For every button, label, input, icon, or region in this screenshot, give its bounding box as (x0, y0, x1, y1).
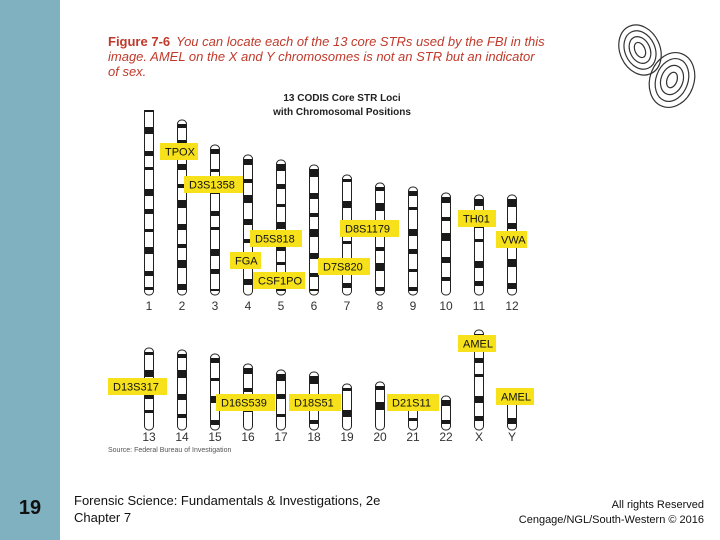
locus-tag-d18s51-18 (289, 394, 341, 411)
locus-label: D7S820 (323, 261, 363, 274)
chromosome-label: Y (507, 430, 517, 444)
chromosome-label: 9 (409, 299, 417, 313)
locus-label: D13S317 (113, 381, 159, 394)
locus-tag-d13s317-13 (108, 378, 167, 395)
locus-label: TH01 (463, 213, 490, 226)
figure-caption-text: You can locate each of the 13 core STRs used by the FBI in this image. AMEL on the X and Y chromosomes is not an STR but an indicator of sex. (108, 34, 545, 79)
locus-label: D5S818 (255, 233, 295, 246)
locus-label: VWA (501, 234, 526, 247)
figure-label: Figure 7-6 (108, 34, 171, 49)
locus-label: D18S51 (294, 397, 334, 410)
locus-tag-th01-11 (458, 210, 496, 227)
locus-label: AMEL (463, 338, 493, 351)
locus-tag-csf1po-5 (253, 272, 305, 289)
chromosome-label: 5 (277, 299, 285, 313)
chromosome-label: 16 (241, 430, 255, 444)
chromosome-20 (376, 382, 385, 430)
slide-number: 19 (18, 497, 42, 519)
karyotype-diagram (100, 110, 560, 450)
locus-tag-d8s1179-8 (340, 220, 399, 237)
locus-label: TPOX (165, 146, 195, 159)
locus-tag-amel-x (458, 335, 496, 352)
chromosome-label: 14 (175, 430, 189, 444)
locus-label: D16S539 (221, 397, 267, 410)
locus-tag-d21s11-21 (387, 394, 439, 411)
chart-title-line1: 13 CODIS Core STR Loci (283, 93, 401, 104)
locus-label: D8S1179 (345, 223, 391, 236)
chromosome-label: 22 (439, 430, 453, 444)
chromosome-label: 10 (439, 299, 453, 313)
chromosome-label: 21 (406, 430, 420, 444)
chromosome-15 (211, 354, 220, 430)
chromosome-4 (244, 155, 253, 295)
chromosome-9 (409, 187, 418, 295)
chromosome-1 (145, 110, 154, 295)
locus-tag-d5s818-5 (250, 230, 302, 247)
locus-tag-amel-y (496, 388, 534, 405)
chromosome-19 (343, 384, 352, 430)
chromosome-label: 19 (340, 430, 354, 444)
chromosome-8 (376, 183, 385, 295)
fingerprint-icon (612, 18, 702, 114)
footer-title: Forensic Science: Fundamentals & Investigations, 2e (74, 493, 381, 508)
locus-tag-tpox-2 (160, 143, 198, 160)
chromosome-label: 1 (145, 299, 153, 313)
footer-rights (519, 498, 704, 528)
locus-tag-d3s1358-3 (184, 176, 243, 193)
chromosome-label: 12 (505, 299, 519, 313)
chromosome-label: 13 (142, 430, 156, 444)
chromosome-label: 20 (373, 430, 387, 444)
chromosome-label: 8 (376, 299, 384, 313)
source-note: Source: Federal Bureau of Investigation (108, 447, 232, 454)
locus-tag-d7s820-7 (318, 258, 370, 275)
chromosome-label: 17 (274, 430, 288, 444)
chromosome-label: 11 (472, 299, 486, 313)
chromosome-10 (442, 193, 451, 295)
locus-tag-vwa-12 (496, 231, 527, 248)
locus-tag-d16s539-16 (216, 394, 275, 411)
chromosome-22 (442, 396, 451, 430)
footer-rights-line1: All rights Reserved (611, 499, 704, 511)
chromosome-label: 15 (208, 430, 222, 444)
footer-chapter: Chapter 7 (74, 510, 132, 525)
footer-course (74, 492, 380, 526)
chromosome-label: 2 (178, 299, 186, 313)
locus-label: D3S1358 (189, 179, 235, 192)
chromosome-3 (211, 145, 220, 295)
chromosome-label: 4 (244, 299, 252, 313)
chromosome-17 (277, 370, 286, 430)
chart-title-line2: with Chromosomal Positions (273, 107, 411, 118)
chromosome-label: X (474, 430, 484, 444)
locus-tag-fga-4 (230, 252, 261, 269)
chromosome-14 (178, 350, 187, 430)
footer-rights-line2: Cengage/NGL/South-Western © 2016 (518, 514, 704, 526)
chromosome-label: 7 (343, 299, 351, 313)
figure-caption (108, 34, 548, 79)
locus-label: AMEL (501, 391, 531, 404)
locus-label: D21S11 (392, 397, 431, 410)
chromosome-label: 6 (310, 299, 318, 313)
slide-sidebar (0, 0, 60, 540)
chromosome-label: 18 (307, 430, 321, 444)
locus-label: FGA (235, 255, 258, 268)
chromosome-6 (310, 165, 319, 295)
chromosome-label: 3 (211, 299, 219, 313)
locus-label: CSF1PO (258, 275, 303, 288)
